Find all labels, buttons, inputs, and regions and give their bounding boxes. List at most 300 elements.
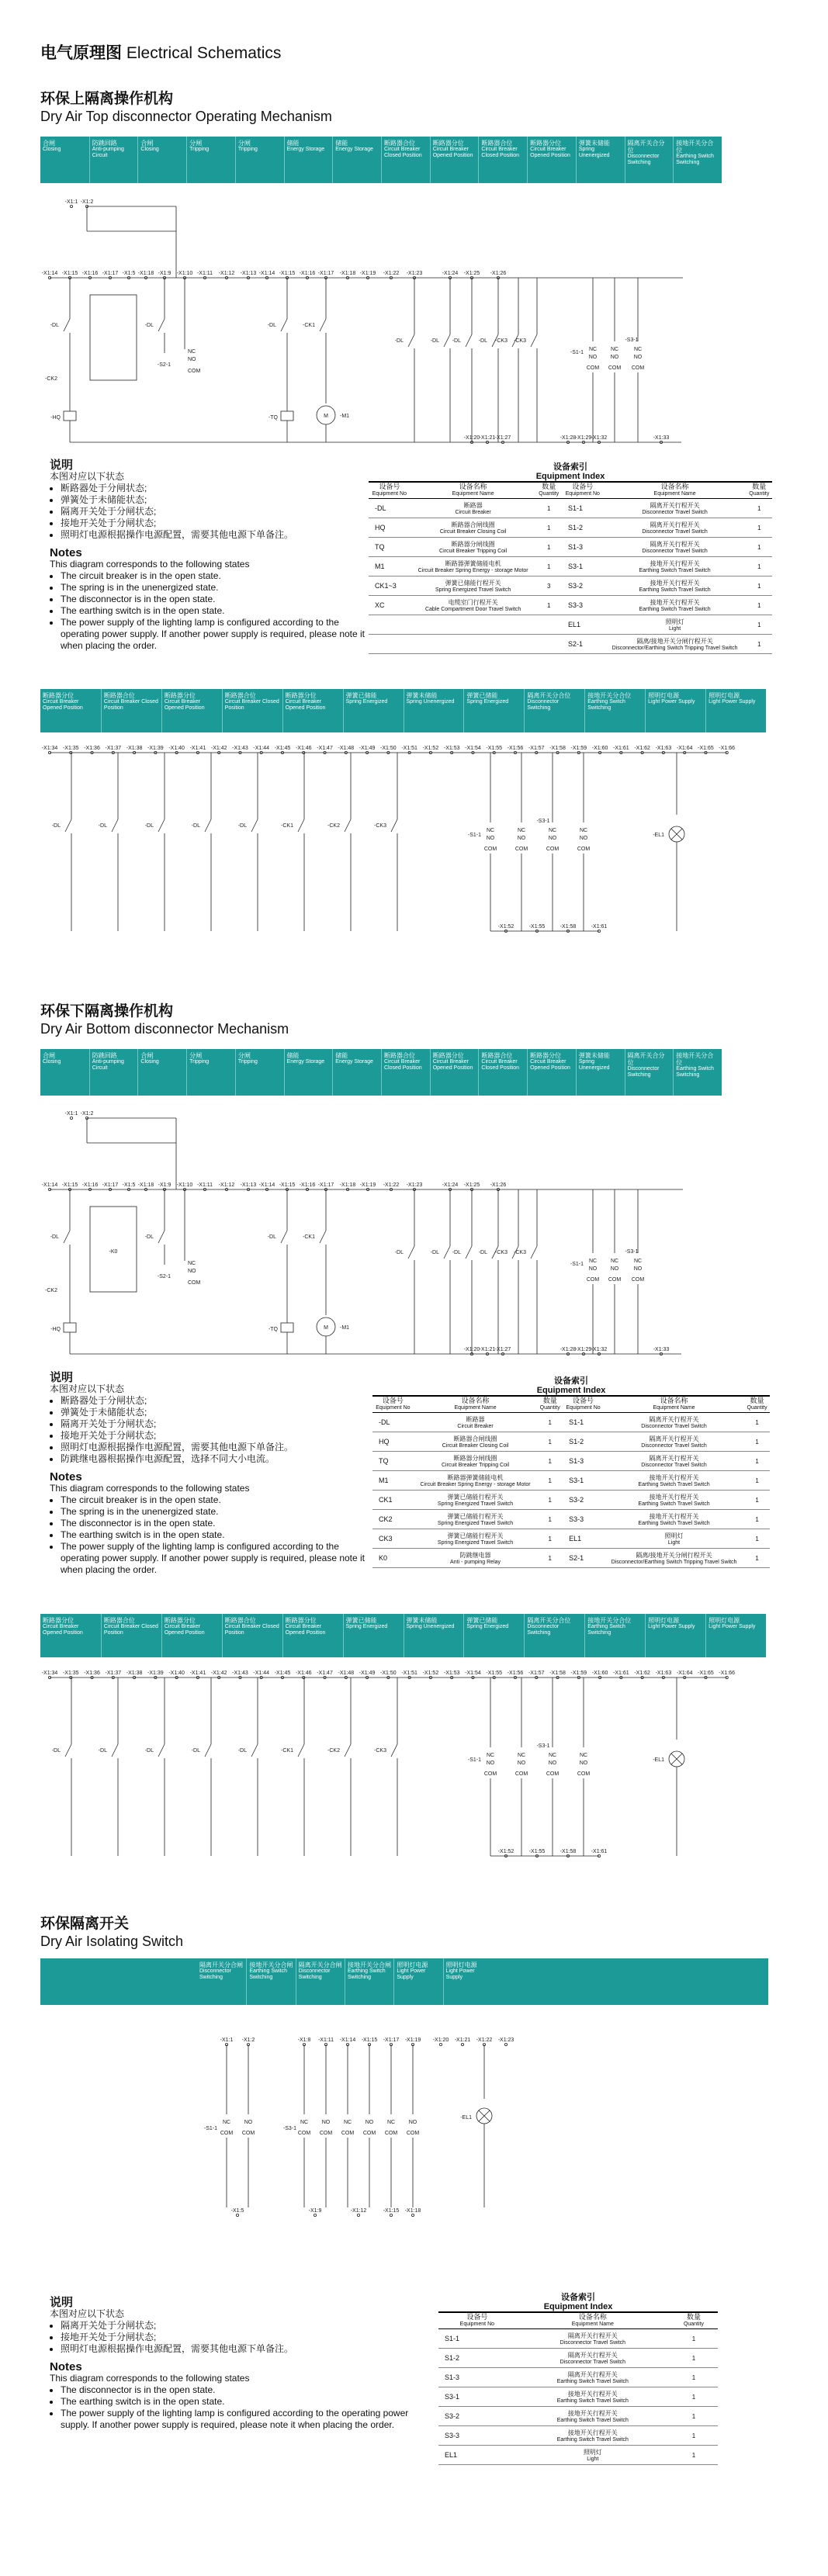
switch-blade: [64, 319, 70, 331]
index-name-en: Anti - pumping Relay: [450, 1560, 501, 1565]
contact-label: COM: [406, 2131, 420, 2136]
terminal-dot: [504, 2043, 507, 2045]
terminal-label: -X1:56: [507, 746, 524, 751]
terminal-label: -X1:17: [317, 271, 334, 276]
index-qty: [537, 1549, 563, 1568]
index-name: [604, 1549, 744, 1568]
index-name: [414, 1529, 537, 1549]
function-cell: [89, 1049, 138, 1096]
component-label: -DL: [394, 1250, 404, 1255]
table-row: [372, 1413, 770, 1432]
index-header: [369, 482, 411, 499]
equipment-index-caption: [372, 1376, 770, 1395]
index-qty: [747, 538, 772, 557]
notes-item: • 照明灯电源根据操作电源配置，需要其他电源下单备注。: [61, 1442, 376, 1453]
section2-function-bar-bottom: [40, 1614, 766, 1657]
notes-intro: 本图对应以下状态: [50, 2308, 125, 2319]
function-cell-zh: 隔离开关合分位: [627, 1052, 665, 1066]
index-code-zh: M1: [379, 1477, 389, 1484]
contact-label: NO: [588, 1266, 598, 1272]
function-cell-zh: 照明灯电源: [708, 1617, 740, 1624]
terminal-label: -X1:43: [232, 746, 248, 751]
index-name-en: Light: [668, 626, 681, 632]
index-name-zh: 接地开关行程开关: [650, 580, 700, 587]
index-name-en: Earthing Switch Travel Switch: [556, 2398, 629, 2404]
index-qty-zh: 1: [548, 1418, 552, 1426]
index-qty-zh: 1: [755, 1438, 759, 1446]
index-header-en: Equipment Name: [452, 491, 494, 497]
index-qty-zh: 1: [755, 1515, 759, 1523]
terminal-label: -X1:45: [274, 1671, 291, 1676]
function-cell-zh: 弹簧未储能: [578, 1052, 610, 1059]
terminal-label: -X1:21: [479, 1347, 496, 1352]
terminal-label: -X1:12: [350, 2208, 367, 2214]
contact-label: COM: [514, 847, 528, 852]
switch-blade: [466, 334, 472, 347]
terminal-label: -X1:51: [401, 746, 417, 751]
index-qty-zh: 1: [548, 1457, 552, 1465]
index-code: [563, 1471, 604, 1491]
table-row: [372, 1549, 770, 1568]
terminal-label: -X1:17: [317, 1182, 334, 1188]
component-label: -S1-1: [570, 1262, 584, 1267]
index-qty-zh: 1: [691, 2354, 696, 2362]
terminal-label: -X1:16: [299, 271, 316, 276]
index-header-zh: 数量: [750, 1397, 764, 1404]
contact-label: COM: [577, 847, 591, 852]
index-name-en: Spring Energized Travel Switch: [437, 1521, 514, 1526]
index-empty: [369, 635, 411, 654]
terminal-label: -X1:1: [220, 2038, 234, 2043]
index-header-en: Equipment Name: [571, 2322, 614, 2327]
function-cell: [332, 137, 381, 183]
component-label: -DL: [144, 323, 154, 328]
function-cell-zh: 隔离开关分合位: [527, 692, 571, 699]
index-header: [372, 1396, 414, 1413]
function-cell-en: Circuit Breaker Opened Position: [285, 1624, 326, 1636]
index-code: [372, 1529, 414, 1549]
terminal-label: -X1:20: [463, 1347, 480, 1352]
index-code-zh: K0: [379, 1554, 388, 1562]
terminal-label: -X1:32: [591, 1347, 608, 1352]
index-name: [604, 499, 747, 518]
section2-title-en: Dry Air Bottom disconnector Mechanism: [40, 1021, 289, 1037]
contact-label: NO: [517, 1761, 526, 1766]
function-cell-en: Light Power Supply: [397, 1968, 426, 1980]
index-name-en: Earthing Switch Travel Switch: [639, 607, 711, 612]
terminal-label: -X1:12: [218, 271, 235, 276]
notes-item: • 接地开关处于分闸状态;: [61, 518, 376, 529]
index-name-zh: 隔离开关行程开关: [649, 1435, 699, 1442]
index-code: [438, 2368, 516, 2387]
contact-label: NO: [321, 2120, 331, 2125]
notes-en-intro: This diagram corresponds to the following states: [50, 2373, 250, 2384]
switch-blade: [158, 819, 165, 832]
index-name-zh: 隔离/接地开关分闸行程开关: [636, 1552, 712, 1559]
switch-blade: [345, 819, 351, 832]
terminal-label: -X1:5: [230, 2208, 244, 2214]
index-name: [604, 1452, 744, 1471]
index-code-zh: S1-1: [567, 504, 583, 512]
equipment-index-table: [372, 1376, 770, 1568]
function-cell-en: Circuit Breaker Closed Position: [384, 1059, 422, 1071]
terminal-label: -X1:36: [84, 746, 100, 751]
contact-label: NO: [579, 1761, 588, 1766]
function-cell-en: Spring Unenergized: [406, 699, 455, 705]
index-name: [414, 1471, 537, 1491]
terminal-label: -X1:18: [404, 2208, 421, 2214]
function-cell-zh: 防跳回路: [92, 1052, 117, 1059]
index-name-zh: 接地开关行程开关: [567, 2391, 618, 2398]
section1-title-en: Dry Air Top disconnector Operating Mechanism: [40, 109, 332, 124]
index-name-en: Circuit Breaker Closing Coil: [442, 1443, 509, 1449]
terminal-label: -X1:57: [528, 746, 545, 751]
terminal-label: -X1:15: [61, 271, 78, 276]
contact-label: NC: [486, 1753, 495, 1758]
index-name-en: Earthing Switch Travel Switch: [556, 2418, 629, 2423]
terminal-label: -X1:38: [126, 746, 143, 751]
index-title-zh: 设备索引: [553, 462, 587, 472]
function-cell-zh: 合闸: [43, 140, 55, 147]
component-label: -S1-1: [570, 350, 584, 355]
terminal-dot: [70, 205, 72, 207]
index-code: [372, 1413, 414, 1432]
function-cell-zh: 照明灯电源: [648, 692, 680, 699]
index-header-zh: 设备号: [379, 483, 400, 490]
switch-blade: [391, 1744, 397, 1757]
terminal-label: -X1:22: [383, 1182, 400, 1188]
component-label: -DL: [237, 823, 247, 829]
function-cell-zh: 隔离开关分合位: [527, 1617, 571, 1624]
component-label: -CK1: [303, 1234, 315, 1240]
function-cell-en: Earthing Switch Switching: [348, 1968, 386, 1980]
terminal-label: -X1:54: [465, 746, 481, 751]
notes-en-intro: This diagram corresponds to the following states: [50, 1483, 250, 1494]
function-cell-zh: 接地开关分合闸: [249, 1961, 293, 1968]
switch-blade: [158, 1231, 165, 1243]
index-name-zh: 断路器合闸线圈: [453, 1435, 497, 1442]
function-cell: [393, 1958, 442, 2005]
function-cell-zh: 储能: [286, 1052, 300, 1059]
index-code-zh: CK1: [379, 1496, 393, 1504]
function-cell-zh: 弹簧未储能: [578, 140, 610, 147]
switch-blade: [444, 334, 450, 347]
switch-blade: [158, 319, 165, 331]
index-name-zh: 隔离开关行程开关: [650, 521, 700, 528]
contact-label: NO: [548, 836, 557, 841]
function-cell: [584, 1614, 645, 1657]
function-cell-en: Spring Unenergized: [406, 1624, 455, 1629]
index-code-zh: S3-3: [445, 2432, 460, 2439]
function-cell: [527, 137, 576, 183]
index-code-zh: S3-2: [567, 582, 583, 590]
terminal-label: -X1:29: [575, 435, 592, 441]
index-header-zh: 设备名称: [459, 483, 487, 490]
terminal-label: -X1:27: [494, 1347, 511, 1352]
terminal-label: -X1:32: [591, 435, 608, 441]
terminal-label: -X1:62: [634, 746, 650, 751]
terminal-label: -X1:37: [105, 746, 122, 751]
index-qty: [744, 1549, 770, 1568]
component-label: -DL: [430, 338, 439, 344]
contact-label: NC: [633, 1259, 643, 1264]
contact-label: NC: [579, 828, 588, 833]
terminal-label: -X1:64: [676, 746, 693, 751]
function-cell: [430, 137, 479, 183]
index-name-zh: 防跳继电器: [459, 1552, 491, 1559]
index-header: [670, 2312, 718, 2329]
function-cell: [101, 689, 161, 732]
terminal-label: -X1:26: [490, 271, 507, 276]
terminal-label: -X1:42: [210, 1671, 227, 1676]
terminal-label: -X1:48: [338, 746, 355, 751]
function-cell-zh: 断路器分位: [43, 1617, 74, 1624]
index-code: [563, 1452, 604, 1471]
function-cell-en: Circuit Breaker Opened Position: [530, 147, 570, 158]
section2-function-bar: [40, 1049, 722, 1096]
contact-label: COM: [546, 847, 560, 852]
index-name-zh: 接地开关行程开关: [650, 560, 700, 567]
function-cell: [527, 1049, 576, 1096]
function-cell-en: Circuit Breaker Opened Position: [285, 699, 326, 711]
contact-label: NO: [610, 355, 619, 360]
function-cell: [343, 689, 404, 732]
terminal-label: -X1:55: [528, 924, 546, 930]
contact-label: COM: [586, 1277, 600, 1283]
index-name: [604, 1432, 744, 1452]
component-label: -CK3: [495, 1250, 508, 1255]
index-qty: [670, 2407, 718, 2426]
switch-blade: [298, 819, 304, 832]
index-header: [604, 482, 747, 499]
terminal-label: -X1:39: [147, 746, 164, 751]
page-title-en: Electrical Schematics: [126, 44, 282, 62]
index-code: [562, 518, 604, 538]
function-cell-en: Spring Unenergized: [578, 147, 610, 158]
contact-label: COM: [319, 2131, 333, 2136]
terminal-label: -X1:46: [295, 1671, 312, 1676]
index-name: [604, 538, 747, 557]
index-qty-zh: 1: [757, 524, 761, 531]
terminal-label: -X1:40: [168, 1671, 185, 1676]
component-label: -S2-1: [157, 1274, 171, 1279]
component-label: -S3-1: [625, 338, 639, 343]
function-cell-en: Closing: [140, 147, 159, 152]
index-name-en: Disconnector Travel Switch: [560, 2360, 626, 2365]
function-cell: [430, 1049, 479, 1096]
index-name: [414, 1510, 537, 1529]
index-name-zh: 断路器分闸线圈: [453, 1455, 497, 1462]
motor-symbol: M: [324, 414, 328, 419]
index-name: [516, 2426, 670, 2446]
terminal-label: -X1:21: [454, 2038, 471, 2043]
index-code: [369, 518, 411, 538]
terminal-label: -X1:19: [359, 1182, 376, 1188]
index-qty-zh: 1: [547, 601, 551, 609]
index-qty-zh: 1: [548, 1496, 552, 1504]
terminal-label: -X1:51: [401, 1671, 417, 1676]
function-cell-en: Earthing Switch Switching: [676, 154, 714, 165]
index-header: [744, 1396, 770, 1413]
index-qty: [537, 1491, 563, 1510]
notes-en-item: • The disconnector is in the open state.: [61, 594, 376, 605]
function-cell-en: Circuit Breaker Opened Position: [43, 699, 83, 711]
function-cell: [296, 1958, 345, 2005]
index-header-en: Equipment No: [459, 2322, 495, 2327]
terminal-label: -X1:58: [549, 1671, 566, 1676]
index-qty-zh: 1: [548, 1535, 552, 1542]
index-name-zh: 隔离/接地开关分闸行程开关: [636, 638, 713, 645]
component-label: -DL: [98, 1748, 107, 1754]
index-qty: [670, 2329, 718, 2349]
index-code-zh: S1-3: [445, 2373, 460, 2381]
contact-label: NO: [486, 836, 495, 841]
section3-title-zh: 环保隔离开关: [40, 1916, 130, 1932]
index-name-en: Circuit Breaker: [455, 510, 491, 515]
component-label: -TQ: [268, 415, 278, 421]
terminal-label: -X1:28: [560, 1347, 577, 1352]
component-label: -CK3: [514, 1250, 526, 1255]
index-name: [604, 1413, 744, 1432]
index-qty: [747, 596, 772, 615]
terminal-label: -X1:52: [422, 1671, 439, 1676]
terminal-label: -X1:11: [196, 271, 213, 276]
index-name: [414, 1452, 537, 1471]
index-name: [516, 2349, 670, 2368]
table-row: [369, 518, 772, 538]
terminal-label: -X1:15: [61, 1182, 78, 1188]
section2-title-zh: 环保下隔离操作机构: [40, 1003, 174, 1020]
function-cell: [235, 137, 284, 183]
terminal-label: -X1:15: [383, 2208, 400, 2214]
index-qty-zh: 3: [547, 582, 551, 590]
index-qty: [744, 1491, 770, 1510]
index-qty: [744, 1529, 770, 1549]
switch-blade: [531, 334, 537, 347]
contact-label: NC: [610, 1259, 619, 1264]
index-code: [372, 1471, 414, 1491]
table-row: [369, 499, 772, 518]
function-cell-en: Disconnector Switching: [627, 1066, 660, 1078]
terminal-label: -X1:44: [253, 746, 270, 751]
index-name-zh: 隔离开关行程开关: [567, 2371, 618, 2378]
function-cell: [282, 1614, 343, 1657]
function-cell-zh: 断路器合位: [224, 1617, 256, 1624]
section3-notes: [50, 2297, 422, 2431]
index-name-zh: 断路器分闸线圈: [451, 541, 495, 548]
contact-label: NO: [408, 2120, 417, 2125]
notes-list: [50, 2320, 422, 2355]
terminal-label: -X1:14: [41, 271, 58, 276]
function-cell: [343, 1614, 404, 1657]
section3-function-bar: [197, 1958, 492, 2005]
function-cell-en: Tripping: [189, 147, 210, 152]
contact-label: COM: [188, 369, 201, 374]
index-code-zh: EL1: [445, 2451, 458, 2459]
function-cell-zh: 断路器合位: [481, 1052, 513, 1059]
index-name: [414, 1432, 537, 1452]
function-cell-zh: 断路器分位: [530, 140, 562, 147]
index-header-zh: 设备号: [572, 483, 594, 490]
function-cell-zh: 断路器合位: [103, 692, 135, 699]
function-cell-zh: 合闸: [140, 140, 154, 147]
index-code-zh: XC: [375, 601, 385, 609]
terminal-label: -X1:35: [62, 746, 79, 751]
component-label: -DL: [51, 823, 61, 829]
function-cell-zh: 分闸: [237, 1052, 251, 1059]
index-qty-zh: 1: [548, 1515, 552, 1523]
switch-blade: [251, 819, 258, 832]
function-cell: [284, 137, 333, 183]
index-header-en: Equipment No: [565, 491, 600, 497]
function-cell-en: Circuit Breaker Opened Position: [164, 699, 205, 711]
index-name: [604, 596, 747, 615]
contact-label: COM: [297, 2131, 311, 2136]
component-label: -DL: [237, 1748, 247, 1754]
switch-blade: [531, 1246, 537, 1259]
component-label: -CK1: [281, 823, 293, 829]
index-name-en: Circuit Breaker Closing Coil: [439, 529, 507, 535]
terminal-label: -X1:45: [274, 746, 291, 751]
index-name-zh: 接地开关行程开关: [567, 2429, 618, 2436]
contact-label: NC: [610, 347, 619, 352]
function-cell-en: Earthing Switch Switching: [676, 1066, 714, 1078]
component-label: -DL: [452, 338, 461, 344]
component-label: -S2-1: [157, 362, 171, 368]
index-name-en: Spring Energized Travel Switch: [435, 587, 511, 593]
contact-label: NC: [548, 1753, 557, 1758]
component-label: -CK1: [303, 323, 315, 328]
index-code-zh: EL1: [569, 1535, 582, 1542]
index-code: [438, 2387, 516, 2407]
index-code: [369, 538, 411, 557]
terminal-label: -X1:12: [218, 1182, 235, 1188]
function-cell-en: Circuit Breaker Closed Position: [481, 1059, 520, 1071]
function-cell-zh: 隔离开关合分位: [627, 140, 665, 154]
equipment-index-caption: [438, 2293, 718, 2311]
function-cell-zh: 储能: [335, 140, 348, 147]
terminal-label: -X1:52: [422, 746, 439, 751]
notes-item: • 照明灯电源根据操作电源配置，需要其他电源下单备注。: [61, 2343, 422, 2355]
index-code: [563, 1549, 604, 1568]
terminal-label: -X1:65: [698, 1671, 714, 1676]
section2-circuit-diagram-bottom: [40, 1662, 766, 1879]
index-code: [562, 538, 604, 557]
index-code-zh: TQ: [379, 1457, 389, 1465]
terminal-dot: [411, 2214, 414, 2216]
table-row: [369, 576, 772, 596]
index-code-zh: S1-2: [567, 524, 583, 531]
function-cell: [404, 1614, 464, 1657]
contact-label: NO: [633, 1266, 643, 1272]
terminal-label: -X1:58: [560, 924, 577, 930]
index-code-zh: EL1: [567, 621, 580, 628]
index-qty-zh: 1: [755, 1554, 759, 1562]
function-cell-en: Closing: [43, 1059, 61, 1065]
notes-en-item: • The earthing switch is in the open state.: [61, 2396, 422, 2408]
terminal-label: -X1:59: [570, 746, 587, 751]
section3-circuit-diagram: [40, 2021, 768, 2246]
terminal-label: -X1:29: [575, 1347, 592, 1352]
terminal-label: -X1:60: [591, 746, 608, 751]
index-name-zh: 照明灯: [664, 1532, 684, 1539]
index-name-zh: 断路器弹簧储能电机: [445, 560, 501, 567]
terminal-label: -X1:61: [613, 746, 629, 751]
index-code-zh: S3-2: [445, 2412, 460, 2420]
switch-blade: [112, 1744, 118, 1757]
index-name-zh: 隔离开关行程开关: [649, 1455, 699, 1462]
index-header-en: Equipment Name: [653, 1405, 695, 1411]
